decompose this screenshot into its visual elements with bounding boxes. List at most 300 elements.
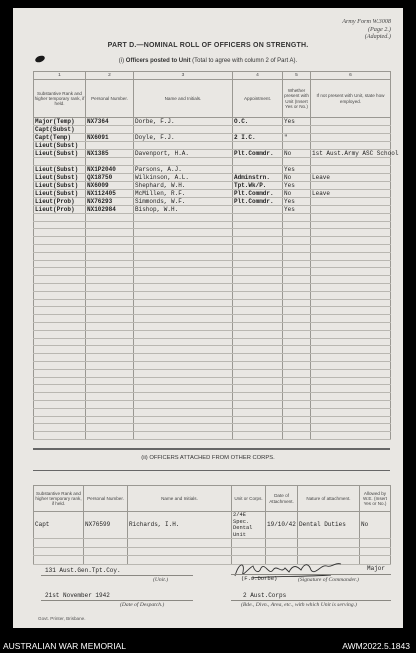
name-cell: Dorbe, F.J.	[134, 118, 233, 126]
blank-cell	[311, 361, 391, 369]
blank-row	[34, 299, 391, 307]
attached-column-header: Nature of attachment.	[298, 486, 360, 512]
name-cell	[134, 158, 233, 166]
employment-cell	[311, 158, 391, 166]
blank-cell	[311, 393, 391, 401]
personal-number-cell: NX76599	[84, 512, 128, 539]
blank-cell	[86, 346, 134, 354]
attached-column-header: Allowed by W.E. (Insert Yes or No.)	[360, 486, 391, 512]
appointment-cell: Plt.Commdr.	[233, 150, 283, 158]
blank-cell	[311, 291, 391, 299]
officer-row	[34, 197, 391, 205]
blank-cell	[232, 547, 266, 556]
personal-number-cell: NX1385	[86, 150, 134, 158]
blank-cell	[86, 221, 134, 229]
blank-cell	[86, 252, 134, 260]
blank-cell	[86, 400, 134, 408]
blank-cell	[283, 307, 311, 315]
blank-cell	[311, 338, 391, 346]
column-header: Appointment.	[233, 80, 283, 118]
blank-cell	[311, 369, 391, 377]
blank-cell	[283, 354, 311, 362]
blank-cell	[134, 377, 233, 385]
blank-row	[34, 330, 391, 338]
employment-cell	[311, 181, 391, 189]
blank-row	[34, 346, 391, 354]
blank-cell	[233, 283, 283, 291]
attached-column-header: Personal Number.	[84, 486, 128, 512]
archive-reference: AWM2022.5.1843	[342, 641, 410, 651]
blank-row	[34, 291, 391, 299]
blank-row	[34, 400, 391, 408]
appointment-cell: Tpt.Wk/P.	[233, 181, 283, 189]
unit-caption: (Unit.)	[153, 577, 169, 583]
blank-cell	[233, 315, 283, 323]
name-cell: Shephard, W.H.	[134, 181, 233, 189]
rank-cell: Capt	[34, 512, 84, 539]
blank-cell	[283, 393, 311, 401]
blank-cell	[134, 432, 233, 440]
blank-cell	[34, 268, 86, 276]
blank-row	[34, 385, 391, 393]
rank-cell: Lieut(Subst)	[34, 189, 86, 197]
personal-number-cell	[86, 142, 134, 150]
column-number: 3	[134, 72, 233, 80]
blank-row	[34, 221, 391, 229]
blank-cell	[34, 539, 84, 548]
attached-officers-table	[33, 485, 391, 565]
despatch-date-caption: (Date of Despatch.)	[120, 602, 165, 608]
officer-row	[34, 158, 391, 166]
attachment-date-cell: 19/10/42	[266, 512, 298, 539]
blank-cell	[86, 229, 134, 237]
blank-cell	[86, 385, 134, 393]
blank-row	[34, 244, 391, 252]
employment-cell: Leave	[311, 173, 391, 181]
column-header: Whether present with Unit (Insert Yes or No.)	[283, 80, 311, 118]
name-cell	[134, 126, 233, 134]
blank-cell	[283, 268, 311, 276]
officer-row	[34, 126, 391, 134]
blank-cell	[34, 276, 86, 284]
appointment-cell	[233, 165, 283, 173]
blank-cell	[34, 307, 86, 315]
column-number: 4	[233, 72, 283, 80]
blank-row	[34, 283, 391, 291]
blank-cell	[134, 244, 233, 252]
blank-cell	[233, 369, 283, 377]
blank-cell	[34, 237, 86, 245]
printer-imprint: Govt. Printer, Brisbane.	[38, 616, 86, 621]
officer-row	[34, 150, 391, 158]
blank-row	[34, 377, 391, 385]
blank-cell	[34, 221, 86, 229]
blank-cell	[233, 322, 283, 330]
blank-cell	[232, 539, 266, 548]
present-cell: Yes	[283, 118, 311, 126]
blank-cell	[233, 291, 283, 299]
blank-cell	[311, 377, 391, 385]
blank-cell	[34, 291, 86, 299]
blank-cell	[233, 393, 283, 401]
blank-cell	[233, 408, 283, 416]
blank-cell	[134, 299, 233, 307]
blank-row	[34, 252, 391, 260]
blank-cell	[134, 393, 233, 401]
blank-cell	[34, 377, 86, 385]
blank-cell	[311, 315, 391, 323]
blank-cell	[134, 338, 233, 346]
blank-cell	[311, 322, 391, 330]
blank-cell	[283, 385, 311, 393]
unit-underline	[41, 575, 193, 576]
blank-cell	[86, 432, 134, 440]
blank-cell	[134, 307, 233, 315]
blank-cell	[283, 408, 311, 416]
blank-cell	[283, 252, 311, 260]
section2-title: (ii) OFFICERS ATTACHED FROM OTHER CORPS.	[141, 455, 275, 461]
blank-cell	[86, 268, 134, 276]
attached-officer-row	[34, 512, 391, 539]
blank-row	[34, 237, 391, 245]
section-divider	[33, 448, 390, 450]
rank-cell: Capt(Temp)	[34, 134, 86, 142]
blank-cell	[86, 213, 134, 221]
rank-cell: Lieut(Subst)	[34, 181, 86, 189]
blank-cell	[233, 260, 283, 268]
blank-cell	[134, 260, 233, 268]
blank-cell	[84, 539, 128, 548]
blank-cell	[283, 424, 311, 432]
blank-cell	[266, 539, 298, 548]
blank-cell	[311, 354, 391, 362]
blank-cell	[311, 400, 391, 408]
blank-cell	[233, 307, 283, 315]
blank-row	[34, 361, 391, 369]
blank-cell	[86, 283, 134, 291]
blank-cell	[86, 244, 134, 252]
attached-body	[34, 512, 391, 565]
allowed-cell: No	[360, 512, 391, 539]
blank-cell	[360, 547, 391, 556]
blank-row	[34, 424, 391, 432]
officer-row	[34, 134, 391, 142]
blank-cell	[86, 424, 134, 432]
name-cell: Bishop, W.H.	[134, 205, 233, 213]
column-number: 6	[311, 72, 391, 80]
blank-cell	[283, 229, 311, 237]
blank-cell	[86, 322, 134, 330]
name-cell	[134, 142, 233, 150]
form-number: Army Form W.3008	[342, 18, 391, 25]
blank-cell	[311, 299, 391, 307]
blank-row	[34, 408, 391, 416]
blank-cell	[360, 539, 391, 548]
rank-cell: Capt(Subst)	[34, 126, 86, 134]
present-cell	[283, 126, 311, 134]
blank-cell	[134, 291, 233, 299]
blank-cell	[298, 539, 360, 548]
blank-cell	[311, 416, 391, 424]
unit-value: 131 Aust.Gen.Tpt.Coy.	[45, 567, 121, 574]
blank-cell	[233, 330, 283, 338]
appointment-cell	[233, 126, 283, 134]
blank-cell	[283, 244, 311, 252]
blank-cell	[34, 315, 86, 323]
blank-cell	[233, 299, 283, 307]
section1-title: (i) Officers posted to Unit (Total to agree with column 2 of Part A).	[118, 58, 298, 64]
blank-cell	[134, 346, 233, 354]
present-cell: No	[283, 150, 311, 158]
personal-number-cell	[86, 126, 134, 134]
blank-row	[34, 268, 391, 276]
blank-cell	[34, 361, 86, 369]
blank-cell	[86, 276, 134, 284]
blank-cell	[86, 369, 134, 377]
blank-cell	[86, 291, 134, 299]
blank-cell	[134, 268, 233, 276]
blank-row	[34, 260, 391, 268]
personal-number-cell	[86, 158, 134, 166]
attached-header-row	[34, 486, 391, 512]
blank-cell	[311, 330, 391, 338]
blank-cell	[134, 276, 233, 284]
blank-cell	[34, 385, 86, 393]
employment-cell	[311, 134, 391, 142]
blank-row	[34, 416, 391, 424]
blank-cell	[134, 315, 233, 323]
employment-cell: Leave	[311, 189, 391, 197]
signature-underline	[231, 574, 391, 575]
blank-cell	[298, 547, 360, 556]
blank-cell	[34, 408, 86, 416]
blank-cell	[311, 229, 391, 237]
blank-cell	[34, 346, 86, 354]
present-cell: Yes	[283, 181, 311, 189]
officer-row	[34, 142, 391, 150]
blank-cell	[134, 408, 233, 416]
employment-cell	[311, 142, 391, 150]
form-sheet	[13, 8, 403, 628]
column-number: 5	[283, 72, 311, 80]
blank-cell	[134, 354, 233, 362]
blank-cell	[34, 244, 86, 252]
officer-row	[34, 118, 391, 126]
blank-cell	[233, 361, 283, 369]
name-cell: Simmonds, W.F.	[134, 197, 233, 205]
blank-cell	[233, 237, 283, 245]
blank-cell	[283, 432, 311, 440]
blank-row	[34, 229, 391, 237]
blank-cell	[311, 432, 391, 440]
employment-cell	[311, 197, 391, 205]
blank-cell	[34, 556, 84, 565]
blank-cell	[283, 221, 311, 229]
blank-row	[34, 322, 391, 330]
attached-column-header: Substantive Rank and higher temporary rank, if held.	[34, 486, 84, 512]
appointment-cell: O.C.	[233, 118, 283, 126]
section2-divider	[33, 470, 390, 471]
blank-cell	[311, 346, 391, 354]
blank-cell	[233, 221, 283, 229]
appointment-cell: Plt.Commdr.	[233, 197, 283, 205]
blank-cell	[134, 369, 233, 377]
blank-cell	[134, 330, 233, 338]
blank-cell	[283, 315, 311, 323]
blank-cell	[134, 221, 233, 229]
blank-cell	[283, 330, 311, 338]
name-cell: Davenport, H.A.	[134, 150, 233, 158]
employment-cell	[311, 126, 391, 134]
appointment-cell: Plt.Commdr.	[233, 189, 283, 197]
blank-cell	[311, 244, 391, 252]
blank-cell	[86, 299, 134, 307]
blank-cell	[34, 547, 84, 556]
corps-caption: (Bde., Divn., Area, etc., with which Unit is serving.)	[241, 602, 357, 608]
present-cell: "	[283, 134, 311, 142]
blank-cell	[283, 237, 311, 245]
blank-cell	[128, 547, 232, 556]
blank-cell	[233, 432, 283, 440]
blank-cell	[86, 338, 134, 346]
blank-cell	[134, 416, 233, 424]
employment-cell	[311, 165, 391, 173]
blank-cell	[283, 276, 311, 284]
blank-cell	[233, 229, 283, 237]
blank-cell	[311, 424, 391, 432]
blank-cell	[34, 354, 86, 362]
blank-cell	[86, 361, 134, 369]
attached-column-header: Name and Initials.	[128, 486, 232, 512]
officers-body	[34, 118, 399, 440]
present-cell: Yes	[283, 205, 311, 213]
blank-cell	[86, 315, 134, 323]
officer-row	[34, 173, 391, 181]
blank-cell	[283, 369, 311, 377]
appointment-cell	[233, 142, 283, 150]
blank-cell	[34, 252, 86, 260]
blank-cell	[233, 244, 283, 252]
blank-row	[34, 213, 391, 221]
blank-cell	[283, 291, 311, 299]
blank-cell	[34, 424, 86, 432]
blank-cell	[34, 260, 86, 268]
blank-cell	[283, 361, 311, 369]
blank-cell	[86, 416, 134, 424]
personal-number-cell: NX112405	[86, 189, 134, 197]
column-header: If not present with Unit, state how employed.	[311, 80, 391, 118]
blank-cell	[134, 283, 233, 291]
blank-row	[34, 315, 391, 323]
blank-cell	[233, 424, 283, 432]
blank-cell	[311, 237, 391, 245]
blank-cell	[283, 346, 311, 354]
blank-cell	[34, 393, 86, 401]
blank-cell	[86, 330, 134, 338]
blank-cell	[360, 556, 391, 565]
blank-row	[34, 369, 391, 377]
personal-number-cell: NX102984	[86, 205, 134, 213]
blank-row	[34, 539, 391, 548]
rank-cell: Lieut(Prob)	[34, 205, 86, 213]
blank-cell	[134, 252, 233, 260]
part-title: PART D.—NOMINAL ROLL OF OFFICERS ON STRENGTH.	[107, 42, 309, 49]
officer-row	[34, 181, 391, 189]
name-cell: McMillen, R.F.	[134, 189, 233, 197]
column-header: Personal Number.	[86, 80, 134, 118]
blank-cell	[311, 283, 391, 291]
blank-cell	[134, 237, 233, 245]
rank-cell: Lieut(Subst)	[34, 150, 86, 158]
name-cell: Wilkinson, A.L.	[134, 173, 233, 181]
blank-cell	[34, 416, 86, 424]
blank-cell	[134, 424, 233, 432]
name-cell: Doyle, F.J.	[134, 134, 233, 142]
blank-cell	[283, 213, 311, 221]
blank-cell	[34, 330, 86, 338]
signature-caption: (Signature of Commander.)	[298, 577, 359, 583]
blank-cell	[283, 299, 311, 307]
blank-cell	[233, 276, 283, 284]
despatch-date-value: 21st November 1942	[45, 592, 110, 599]
form-header-right	[342, 18, 391, 41]
blank-cell	[86, 307, 134, 315]
column-number: 1	[34, 72, 86, 80]
rank-cell	[34, 158, 86, 166]
blank-cell	[86, 393, 134, 401]
blank-cell	[283, 322, 311, 330]
blank-cell	[128, 556, 232, 565]
officer-row	[34, 189, 391, 197]
blank-cell	[86, 377, 134, 385]
rank-cell: Lieut(Subst)	[34, 142, 86, 150]
blank-cell	[233, 213, 283, 221]
blank-cell	[128, 539, 232, 548]
present-cell: No	[283, 173, 311, 181]
blank-cell	[233, 252, 283, 260]
blank-cell	[34, 229, 86, 237]
officers-table	[33, 71, 399, 440]
blank-cell	[233, 400, 283, 408]
attached-column-header: Unit or Corps.	[232, 486, 266, 512]
name-cell: Parsons, A.J.	[134, 165, 233, 173]
present-cell	[283, 158, 311, 166]
appointment-cell	[233, 205, 283, 213]
blank-row	[34, 393, 391, 401]
blank-cell	[34, 213, 86, 221]
officer-row	[34, 205, 391, 213]
blank-cell	[311, 408, 391, 416]
name-cell: Richards, I.H.	[128, 512, 232, 539]
rank-cell: Lieut(Subst)	[34, 173, 86, 181]
blank-cell	[34, 432, 86, 440]
blank-cell	[134, 213, 233, 221]
blank-cell	[34, 338, 86, 346]
blank-cell	[34, 283, 86, 291]
rank-cell: Major(Temp)	[34, 118, 86, 126]
blank-cell	[86, 354, 134, 362]
blank-cell	[84, 547, 128, 556]
personal-number-cell: NX76293	[86, 197, 134, 205]
blank-cell	[134, 361, 233, 369]
blank-cell	[34, 322, 86, 330]
present-cell: No	[283, 189, 311, 197]
rank-cell: Lieut(Subst)	[34, 165, 86, 173]
blank-cell	[283, 400, 311, 408]
blank-cell	[84, 556, 128, 565]
column-number: 2	[86, 72, 134, 80]
officer-row	[34, 165, 391, 173]
